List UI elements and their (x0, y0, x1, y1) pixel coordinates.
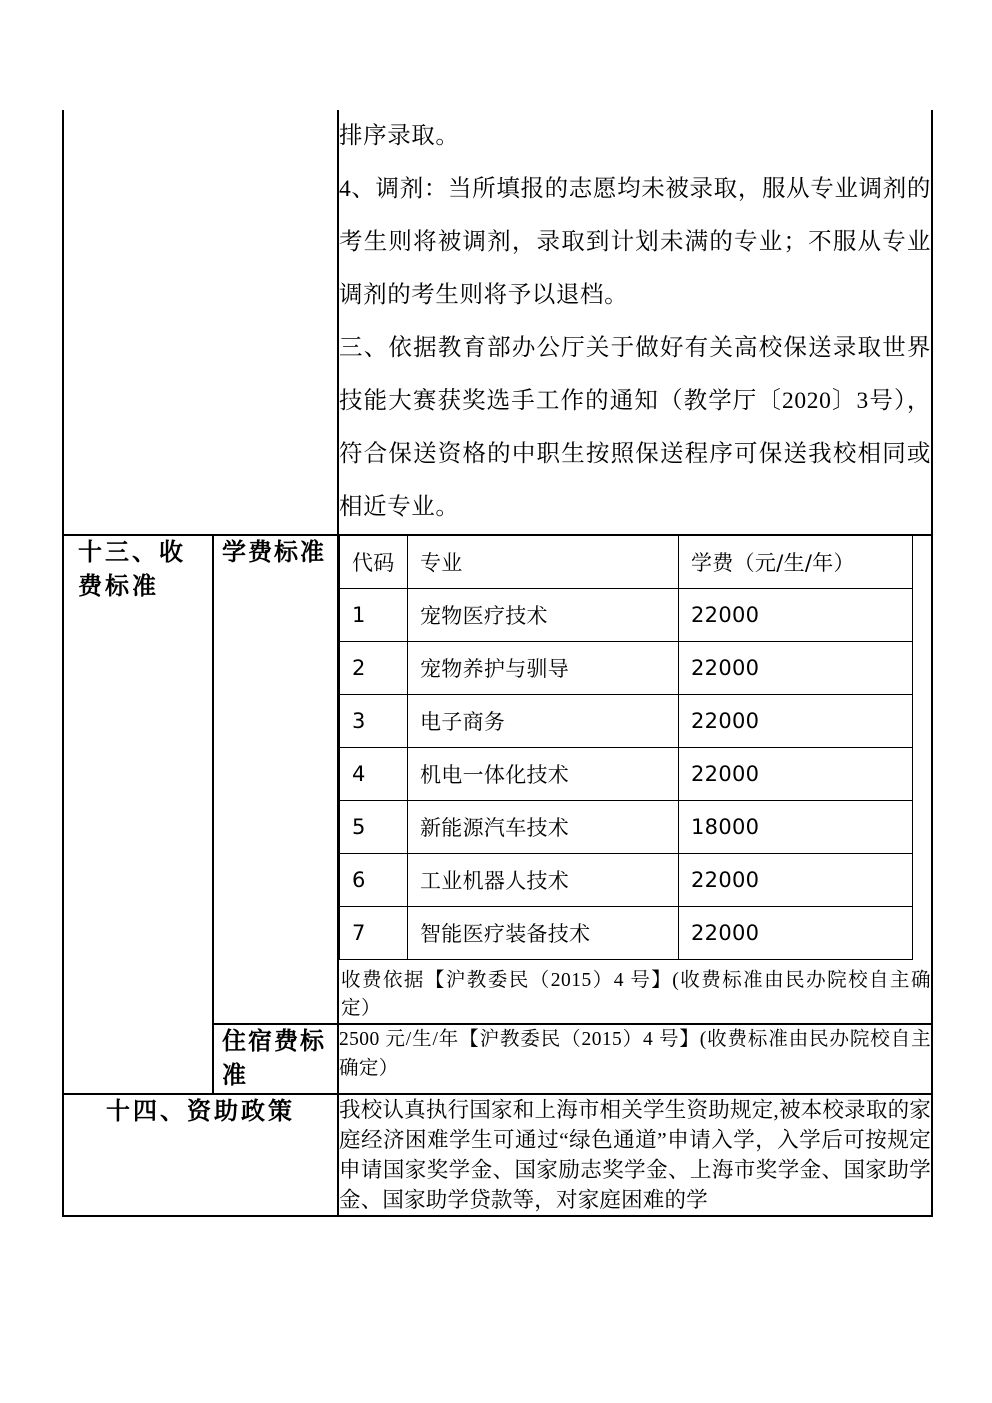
cell-code: 1 (340, 589, 408, 642)
paragraph-recommendation: 三、依据教育部办公厅关于做好有关高校保送录取世界技能大赛获奖选手工作的通知（教学厅〔2020〕3号），符合保送资格的中职生按照保送程序可保送我校相同或相近专业。 (339, 335, 931, 520)
admissions-regulations-table (62, 110, 933, 1217)
table-row (340, 695, 913, 748)
tuition-header-major: 专业 (408, 536, 679, 589)
tuition-fee-table (339, 536, 913, 960)
table-row (340, 907, 913, 960)
sublabel-tuition-standard: 学费标准 (213, 535, 338, 1024)
empty-label-cell (63, 110, 338, 535)
cell-code: 3 (340, 695, 408, 748)
cell-major: 智能医疗装备技术 (408, 907, 679, 960)
cell-fee: 18000 (679, 801, 913, 854)
tuition-header-fee: 学费（元/生/年） (679, 536, 913, 589)
section-label-financial-aid-policy: 十四、资助政策 (63, 1094, 338, 1216)
cell-major: 机电一体化技术 (408, 748, 679, 801)
financial-aid-text: 我校认真执行国家和上海市相关学生资助规定,被本校录取的家庭经济困难学生可通过“绿色通道”申请入学，入学后可按规定申请国家奖学金、国家励志奖学金、上海市奖学金、国家助学金、国家助学贷款等，对家庭困难的学 (339, 1098, 931, 1212)
cell-major: 宠物养护与驯导 (408, 642, 679, 695)
cell-fee: 22000 (679, 589, 913, 642)
table-row (340, 748, 913, 801)
cell-major: 工业机器人技术 (408, 854, 679, 907)
cell-code: 2 (340, 642, 408, 695)
table-row (340, 589, 913, 642)
financial-aid-content-cell (338, 1094, 932, 1216)
sublabel-hostel-fee-standard: 住宿费标准 (213, 1024, 338, 1094)
cell-code: 6 (340, 854, 408, 907)
tuition-table-header-row (340, 536, 913, 589)
tuition-content-cell (338, 535, 932, 1024)
cell-major: 新能源汽车技术 (408, 801, 679, 854)
section-label-fee-standard: 十三、收费标准 (63, 535, 213, 1094)
cell-major: 电子商务 (408, 695, 679, 748)
hostel-fee-value: 2500 元/生/年【沪教委民（2015）4 号】(收费标准由民办院校自主确定） (339, 1029, 931, 1079)
cell-fee: 22000 (679, 748, 913, 801)
tuition-footnote: 收费依据【沪教委民（2015）4 号】(收费标准由民办院校自主确定） (341, 970, 931, 1019)
cell-fee: 22000 (679, 854, 913, 907)
table-row-continued-text (63, 110, 932, 535)
cell-code: 7 (340, 907, 408, 960)
paragraph-adjustment: 4、调剂：当所填报的志愿均未被录取，服从专业调剂的考生则将被调剂，录取到计划未满的专业；不服从专业调剂的考生则将予以退档。 (339, 176, 931, 308)
continued-text-cell (338, 110, 932, 535)
tuition-header-code: 代码 (340, 536, 408, 589)
table-row (340, 801, 913, 854)
cell-fee: 22000 (679, 695, 913, 748)
table-row-financial-aid (63, 1094, 932, 1216)
cell-fee: 22000 (679, 907, 913, 960)
table-row (340, 854, 913, 907)
cell-fee: 22000 (679, 642, 913, 695)
table-row (340, 642, 913, 695)
hostel-fee-content-cell (338, 1024, 932, 1094)
table-row-tuition (63, 535, 932, 1024)
cell-code: 5 (340, 801, 408, 854)
paragraph-sorting-admission: 排序录取。 (339, 123, 460, 149)
cell-major: 宠物医疗技术 (408, 589, 679, 642)
cell-code: 4 (340, 748, 408, 801)
